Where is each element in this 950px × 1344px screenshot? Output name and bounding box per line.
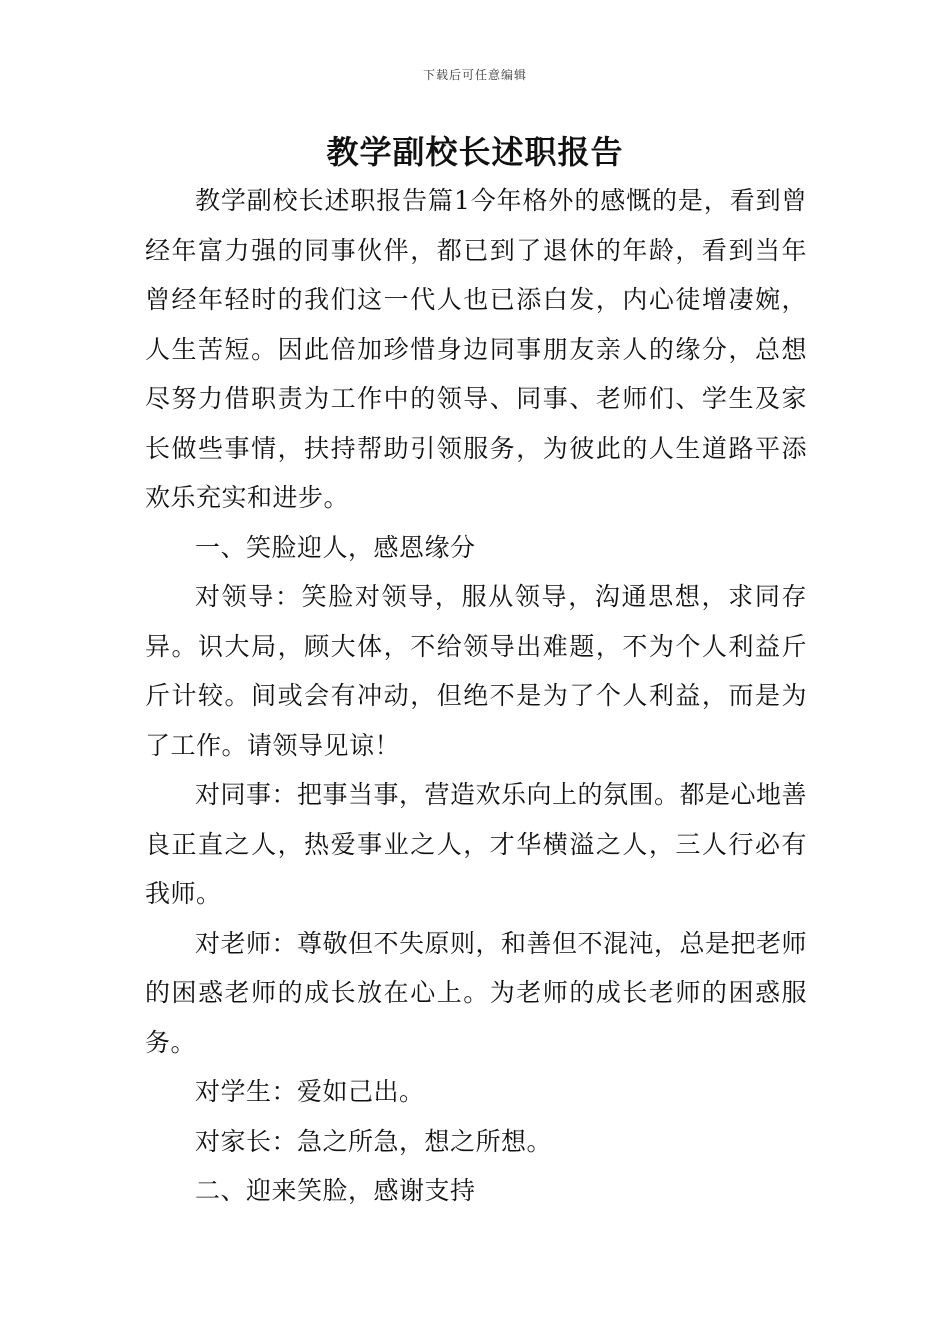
paragraph-students: 对学生：爱如己出。: [195, 1077, 425, 1106]
paragraph-colleagues: 对同事：把事当事，营造欢乐向上的氛围。都是心地善良正直之人，热爱事业之人，才华横溢之人，三人行必有我师。: [145, 780, 808, 908]
document-body: [145, 176, 807, 1216]
paragraph-intro: 教学副校长述职报告篇1今年格外的感慨的是，看到曾经年富力强的同事伙伴，都已到了退休的年龄，看到当年曾经年轻时的我们这一代人也已添白发，内心徒增凄婉，人生苦短。因此倍加珍惜身边同事朋友亲人的缘分，总想尽努力借职责为工作中的领导、同事、老师们、学生及家长做些事情，扶持帮助引领服务，为彼此的人生道路平添欢乐充实和进步。: [145, 186, 807, 512]
header-note: 下载后可任意编辑: [422, 68, 527, 82]
paragraph-teachers: 对老师：尊敬但不失原则，和善但不混沌，总是把老师的困惑老师的成长放在心上。为老师的成长老师的困惑服务。: [145, 928, 808, 1057]
paragraph-leaders: 对领导：笑脸对领导，服从领导，沟通思想，求同存异。识大局，顾大体，不给领导出难题，不为个人利益斤斤计较。间或会有冲动，但绝不是为了个人利益，而是为了工作。请领导见谅！: [145, 582, 807, 760]
section-heading-1: 一、笑脸迎人，感恩缘分: [195, 532, 476, 562]
paragraph-parents: 对家长：急之所急，想之所想。: [195, 1126, 553, 1156]
document-title: 教学副校长述职报告: [326, 133, 624, 171]
section-heading-2: 二、迎来笑脸，感谢支持: [195, 1176, 476, 1205]
